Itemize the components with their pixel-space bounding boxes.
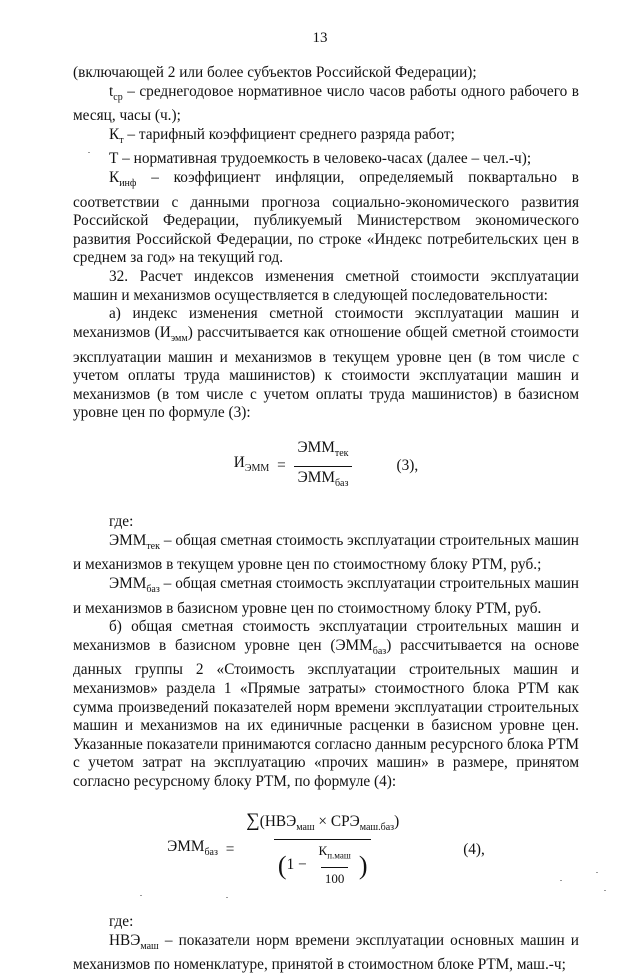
formula-3-denominator: $ЭММ_{баз}$ (294, 466, 353, 494)
paragraph-t: Т – нормативная трудоемкость в человеко-часах (далее – чел.-ч); (109, 150, 532, 168)
page-number: 13 (312, 30, 328, 46)
scan-speck (604, 890, 606, 891)
formula-3-number: (3), (396, 456, 419, 474)
scan-speck (226, 897, 228, 898)
scan-speck (140, 895, 142, 896)
paragraph-kinf: $К_{инф}$ – коэффициент инфляции, определяемый поквартально в соответствии с данными прогноза социально-экономического развития Российской Федерации, публикуемый Министерством экономического развития Российской Федерации, по строке «Индекс потребительских цен в среднем за год» на текущий год. (73, 169, 579, 267)
scan-speck (596, 872, 598, 873)
scan-speck (88, 152, 90, 153)
formula-4-inner-fraction: $\frac{К_{п.маш}}{100}$ (315, 842, 355, 889)
formula-4-number: (4), (463, 841, 485, 859)
formula-3-lhs: $И_{ЭММ}$ (233, 453, 270, 474)
formula-3: $И_{ЭММ}$ = $\frac{ЭММ_{тек}}{ЭММ_{баз}}$ (3), (73, 439, 579, 493)
paragraph-a: а) индекс изменения сметной стоимости эксплуатации машин и механизмов $(И_{эмм})$ рассчитывается как отношение общей сметной стоимости эксплуатации машин и механизмов в текущем уровне цен (в том числе с учетом оплаты труда машинистов) к стоимости эксплуатации машин и механизмов (в том числе с учетом оплаты труда машинистов) в базисном уровне цен по формуле (3): (73, 305, 579, 422)
paragraph-b: б) общая сметная стоимость эксплуатации строительных машин и механизмов в базисном уровне цен $(ЭММ_{баз})$ рассчитывается на основе данных группы 2 «Стоимость эксплуатации строительных машин и механизмов» раздела 1 «Прямые затраты» стоимостного блока РТМ как сумма произведений показателей норм времени эксплуатации строительных машин и механизмов на их единичные расценки в базисном уровне цен. Указанные показатели принимаются согласно данным ресурсного блока РТМ с учетом затрат на эксплуатацию «прочих машин» в размере, принятом согласно ресурсному блоку РТМ, по формуле (4): (73, 618, 580, 791)
formula-3-numerator: $ЭММ_{тек}$ (297, 438, 349, 459)
scan-speck (560, 880, 562, 881)
paragraph-32: 32. Расчет индексов изменения сметной стоимости эксплуатации машин и механизмов осуществляется в следующей последовательности: (73, 268, 579, 304)
formula-3-fraction (294, 439, 353, 493)
formula-4-lhs: $ЭММ_{баз}$ (167, 838, 218, 859)
paragraph-tcp: $t_{ср}$ – среднегодовое нормативное число часов работы одного рабочего в месяц, часы (ч.); (73, 82, 579, 125)
paragraph-nve: $НВЭ_{маш}$ – показатели норм времени эксплуатации основных машин и механизмов по номенклатуре, принятой в стоимостном блоке РТМ, маш.-ч; (73, 931, 579, 974)
formula-4: $ЭММ_{баз}$ = $\sum(НВЭ_{маш} \times СРЭ_{маш.баз})$ ( 1 − $\frac{К_{п.маш}}{100}$ ) (4), (73, 812, 579, 889)
paragraph-emm-tek: $ЭММ_{тек}$ – общая сметная стоимость эксплуатации строительных машин и механизмов в текущем уровне цен по стоимостному блоку РТМ, руб.; (73, 531, 579, 574)
formula-4-numerator: $\sum(НВЭ_{маш} \times СРЭ_{маш.баз})$ (246, 809, 400, 833)
where-label: где: (109, 513, 134, 531)
where-label: где: (109, 913, 134, 931)
document-body (73, 64, 579, 975)
paragraph-kt: $К_т$ – тарифный коэффициент среднего разряда работ; (109, 125, 455, 146)
paragraph-emm-baz: $ЭММ_{баз}$ – общая сметная стоимость эксплуатации строительных машин и механизмов в базисном уровне цен по стоимостному блоку РТМ, руб. (73, 574, 579, 617)
paragraph: (включающей 2 или более субъектов Российской Федерации); (73, 64, 477, 81)
formula-4-denominator: ( 1 − $\frac{К_{п.маш}}{100}$ ) (274, 839, 372, 889)
